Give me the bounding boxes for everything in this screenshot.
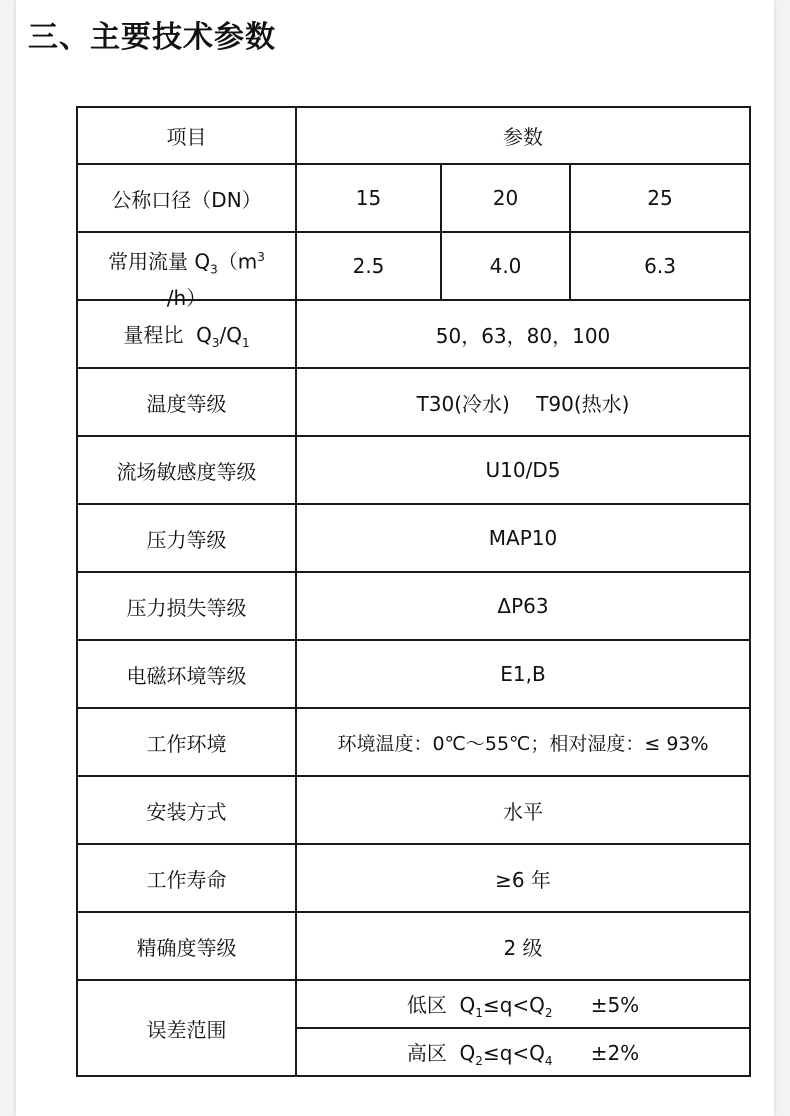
table-row — [77, 980, 750, 1028]
emc-value: E1,B — [296, 640, 750, 708]
row-label-flow-sensitivity: 流场敏感度等级 — [77, 436, 296, 504]
row-label-ratio: 量程比 $Q_3/Q_1$ — [77, 300, 296, 368]
flow-value-1: 2.5 — [296, 232, 441, 300]
row-label-temp: 温度等级 — [77, 368, 296, 436]
dn-value-2: 20 — [441, 164, 570, 232]
table-row — [77, 776, 750, 844]
error-high-value: 高区 $Q_2\le q<Q_4$ ±2% — [296, 1028, 750, 1076]
flow-value-2: 4.0 — [441, 232, 570, 300]
temp-value: T30(冷水) T90(热水) — [296, 368, 750, 436]
row-label-dn: 公称口径（DN） — [77, 164, 296, 232]
table-row — [77, 504, 750, 572]
row-label-flow: 常用流量 $Q_3(m^3$ /h） — [77, 232, 296, 300]
pressure-loss-value: ΔP63 — [296, 572, 750, 640]
flow-value-3: 6.3 — [570, 232, 750, 300]
dn-value-3: 25 — [570, 164, 750, 232]
row-label-pressure: 压力等级 — [77, 504, 296, 572]
flow-sensitivity-value: U10/D5 — [296, 436, 750, 504]
table-row — [77, 844, 750, 912]
dn-value-1: 15 — [296, 164, 441, 232]
life-value: ≥6 年 — [296, 844, 750, 912]
row-label-life: 工作寿命 — [77, 844, 296, 912]
header-item: 项目 — [77, 107, 296, 164]
error-low-value: 低区 $Q_1\le q<Q_2$ ±5% — [296, 980, 750, 1028]
spec-table — [76, 106, 751, 1077]
header-params: 参数 — [296, 107, 750, 164]
row-label-work-env: 工作环境 — [77, 708, 296, 776]
table-header-row — [77, 107, 750, 164]
table-row — [77, 572, 750, 640]
section-heading: 三、主要技术参数 — [28, 20, 276, 55]
table-row — [77, 708, 750, 776]
table-row — [77, 232, 750, 300]
ratio-value: 50，63，80，100 — [296, 300, 750, 368]
install-value: 水平 — [296, 776, 750, 844]
table-row — [77, 368, 750, 436]
row-label-accuracy: 精确度等级 — [77, 912, 296, 980]
work-env-value: 环境温度：0℃～55℃；相对湿度：≤ 93% — [296, 708, 750, 776]
pressure-value: MAP10 — [296, 504, 750, 572]
table-row — [77, 912, 750, 980]
row-label-error: 误差范围 — [77, 980, 296, 1076]
row-label-install: 安装方式 — [77, 776, 296, 844]
row-label-pressure-loss: 压力损失等级 — [77, 572, 296, 640]
document-page — [16, 0, 774, 1116]
table-row — [77, 164, 750, 232]
row-label-emc: 电磁环境等级 — [77, 640, 296, 708]
table-row — [77, 640, 750, 708]
table-row — [77, 436, 750, 504]
accuracy-value: 2 级 — [296, 912, 750, 980]
